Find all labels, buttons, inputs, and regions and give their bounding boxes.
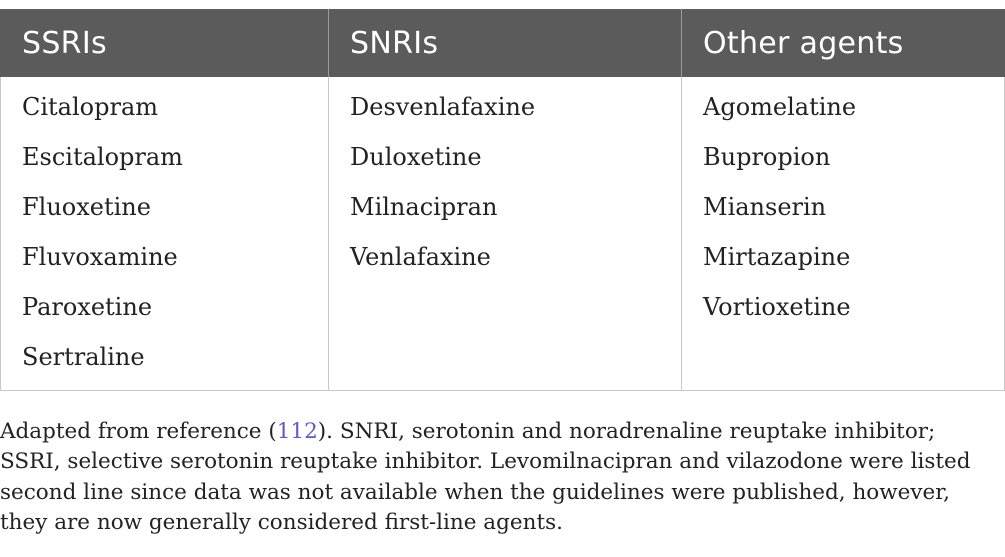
list-item: Milnacipran (350, 193, 498, 221)
drug-table-container (0, 9, 1004, 391)
list-item: Fluvoxamine (22, 243, 178, 271)
list-item: Mirtazapine (703, 243, 851, 271)
header-snris: SNRIs (329, 9, 682, 77)
footnote-text: ). SNRI, serotonin and noradrenaline reuptake inhibitor; SSRI, selective serotonin reuptake inhibitor. Levomilnacipran and vilazodone were listed second line since data was not available when the guidelines were published, however, they are now generally considered first-line agents. (0, 418, 971, 535)
footnote-prefix: Adapted from reference ( (0, 418, 277, 444)
list-item: Sertraline (22, 343, 145, 371)
list-item: Agomelatine (703, 93, 857, 121)
list-item: Paroxetine (22, 293, 153, 321)
list-item: Desvenlafaxine (350, 93, 536, 121)
list-item: Fluoxetine (22, 193, 151, 221)
other-agents-column (682, 77, 1005, 391)
table-footnote (0, 417, 990, 539)
header-other-agents: Other agents (682, 9, 1005, 77)
reference-link[interactable]: 112 (276, 418, 318, 444)
list-item: Mianserin (703, 193, 827, 221)
header-ssris: SSRIs (1, 9, 329, 77)
table-header-row (1, 9, 1005, 77)
list-item: Venlafaxine (350, 243, 491, 271)
ssri-column (1, 77, 329, 391)
list-item: Vortioxetine (703, 293, 851, 321)
antidepressant-table (0, 9, 1005, 391)
table-row (1, 77, 1005, 391)
list-item: Bupropion (703, 143, 831, 171)
list-item: Citalopram (22, 93, 159, 121)
list-item: Duloxetine (350, 143, 482, 171)
snri-column (329, 77, 682, 391)
list-item: Escitalopram (22, 143, 183, 171)
